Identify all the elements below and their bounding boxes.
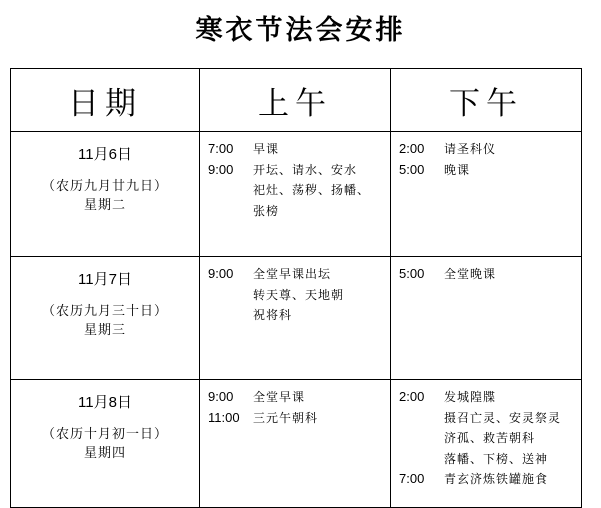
event-description <box>444 139 581 160</box>
event-time: 9:00 <box>208 266 234 281</box>
lunar-date-text: （农历九月三十日） <box>41 304 168 319</box>
date-text: 11月8日 <box>78 394 132 411</box>
event-item <box>399 160 581 181</box>
lunar-date-text: （农历九月廿九日） <box>41 179 168 194</box>
event-description-line: 请圣科仪 <box>444 142 497 156</box>
event-description <box>444 387 581 469</box>
event-item <box>399 139 581 160</box>
event-description <box>444 160 581 181</box>
event-item <box>399 264 581 285</box>
afternoon-cell <box>391 380 582 508</box>
event-description-line: 全堂早课 <box>253 390 306 404</box>
event-description <box>444 469 581 490</box>
event-time: 11:00 <box>208 409 240 425</box>
event-description-line: 青玄济炼铁罐施食 <box>444 472 549 486</box>
event-time: 9:00 <box>208 389 234 404</box>
event-description-line: 全堂早课出坛 <box>253 267 332 281</box>
date-cell <box>11 257 200 380</box>
event-time: 5:00 <box>399 161 425 177</box>
header-row <box>11 69 582 132</box>
event-item <box>208 408 390 429</box>
lunar-date-text: （农历十月初一日） <box>41 427 168 442</box>
weekday-text: 星期三 <box>83 323 126 338</box>
event-description-line: 落幡、下榜、送神 <box>444 451 549 466</box>
date-text: 11月6日 <box>78 146 132 163</box>
event-time: 9:00 <box>208 161 234 177</box>
page-title: 寒衣节法会安排 <box>195 15 406 46</box>
event-time: 7:00 <box>399 471 425 486</box>
event-description-line: 发城隍牒 <box>444 390 497 404</box>
header-morning: 上午 <box>200 69 391 132</box>
header-afternoon: 下午 <box>391 69 582 132</box>
event-description-line: 祝将科 <box>253 308 293 322</box>
event-description-line: 张榜 <box>253 203 280 218</box>
event-item <box>208 264 390 326</box>
morning-cell <box>200 132 391 257</box>
afternoon-cell <box>391 132 582 257</box>
event-description-line: 摄召亡灵、安灵祭灵 <box>444 410 562 425</box>
event-time: 2:00 <box>399 389 425 404</box>
event-item <box>399 469 581 490</box>
schedule-table <box>10 68 582 508</box>
date-cell <box>11 132 200 257</box>
event-time: 7:00 <box>208 141 234 156</box>
event-description-line: 早课 <box>253 142 280 156</box>
event-description <box>253 139 390 160</box>
event-description-line: 开坛、请水、安水 <box>253 162 358 177</box>
event-item <box>208 160 390 222</box>
weekday-text: 星期四 <box>83 446 126 461</box>
event-description-line: 三元午朝科 <box>253 410 319 425</box>
date-text: 11月7日 <box>78 271 132 288</box>
event-time: 5:00 <box>399 266 425 281</box>
event-time: 2:00 <box>399 141 425 156</box>
event-item <box>208 139 390 160</box>
event-description-line: 晚课 <box>444 162 471 177</box>
afternoon-cell <box>391 257 582 380</box>
event-item <box>208 387 390 408</box>
event-description <box>253 160 390 222</box>
table-row <box>11 257 582 380</box>
event-description <box>444 264 581 285</box>
date-cell <box>11 380 200 508</box>
morning-cell <box>200 257 391 380</box>
event-item <box>399 387 581 469</box>
event-description-line: 祀灶、荡秽、扬幡、 <box>253 183 371 197</box>
event-description <box>253 408 390 429</box>
header-date: 日期 <box>11 69 200 132</box>
event-description-line: 转天尊、天地朝 <box>253 287 345 302</box>
table-row <box>11 380 582 508</box>
event-description-line: 济孤、救苦朝科 <box>444 431 536 445</box>
table-row <box>11 132 582 257</box>
event-description <box>253 264 390 326</box>
event-description <box>253 387 390 408</box>
event-description-line: 全堂晚课 <box>444 267 497 281</box>
weekday-text: 星期二 <box>83 198 126 213</box>
morning-cell <box>200 380 391 508</box>
